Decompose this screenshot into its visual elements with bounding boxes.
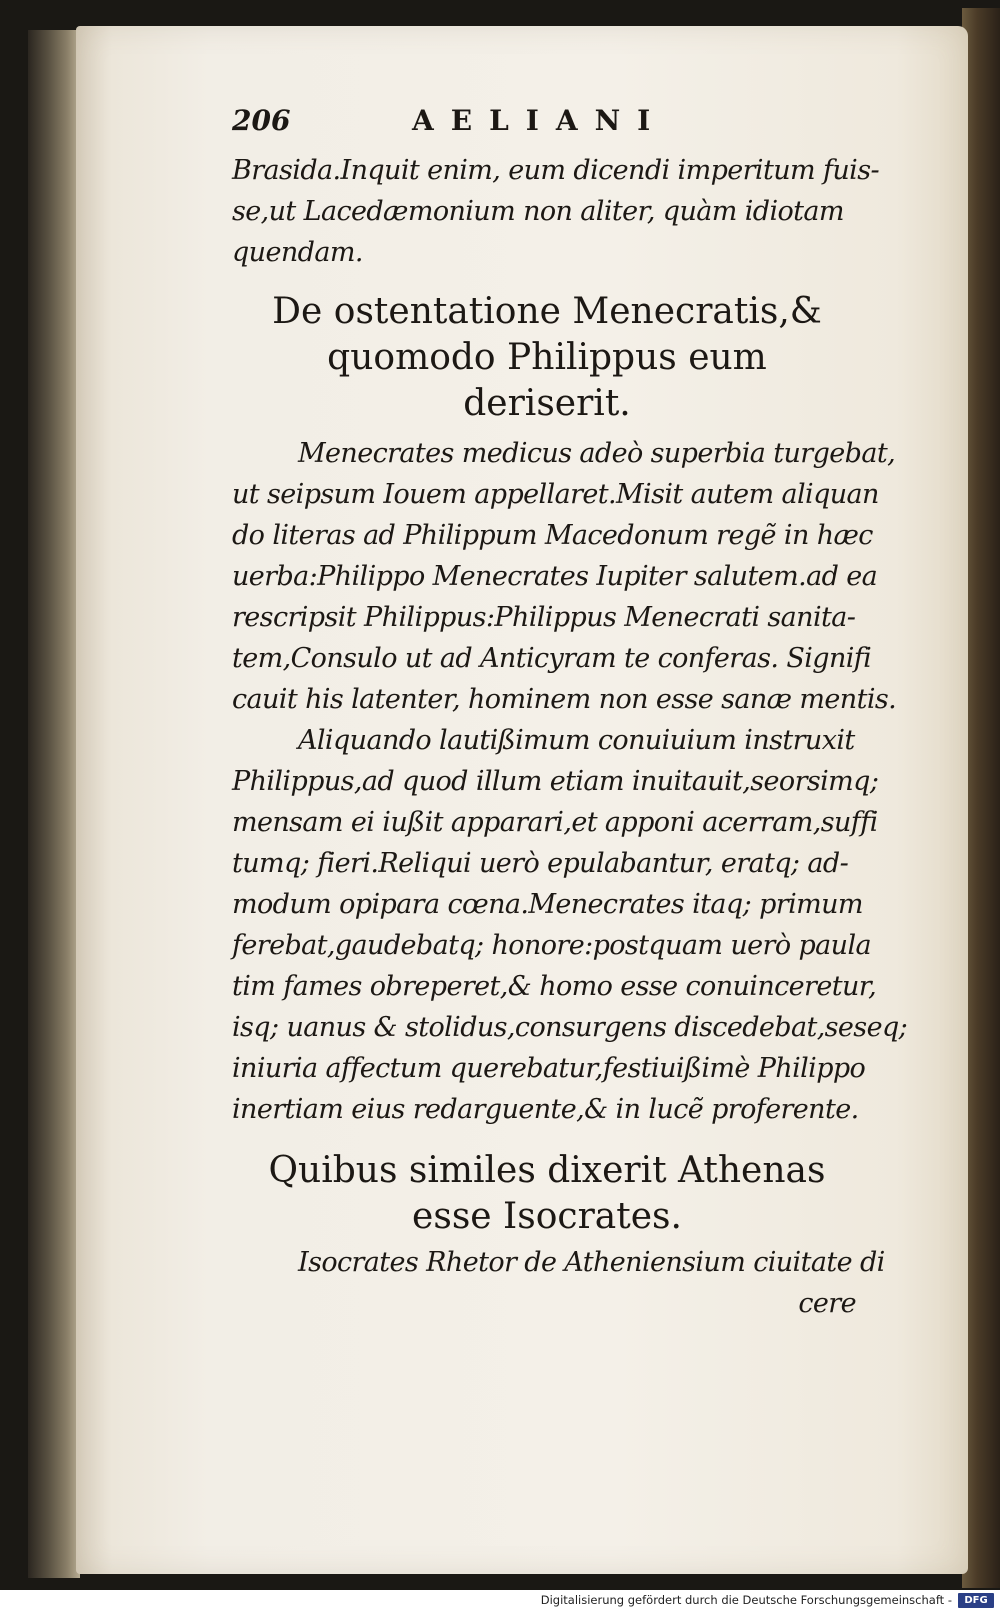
text-line: tumq; fieri.Reliqui uerò epulabantur, eratq; ad- xyxy=(232,848,849,879)
text-line: ferebat,gaudebatq; honore:postquam uerò paula xyxy=(232,930,871,961)
catchword: cere xyxy=(798,1288,856,1319)
text-line: rescripsit Philippus:Philippus Menecrati sanita- xyxy=(232,602,856,633)
heading-line: deriserit. xyxy=(463,383,631,424)
book-binding-left xyxy=(28,30,80,1578)
text-line: cauit his latenter, hominem non esse sanæ mentis. xyxy=(232,684,897,715)
heading-line: Quibus similes dixerit Athenas xyxy=(268,1150,826,1191)
text-line: ut seipsum Iouem appellaret.Misit autem aliquan xyxy=(232,479,879,510)
footer-credit: Digitalisierung gefördert durch die Deutsche Forschungsgemeinschaft - xyxy=(540,1593,952,1607)
running-head xyxy=(232,104,862,150)
section-heading xyxy=(232,1148,862,1240)
running-title: AELIANI xyxy=(412,104,668,137)
text-line: isq; uanus & stolidus,consurgens discedebat,seseq; xyxy=(232,1012,908,1043)
text-line: Philippus,ad quod illum etiam inuitauit,seorsimq; xyxy=(232,766,879,797)
footer-bar xyxy=(0,1590,1000,1611)
text-line: mensam ei iußit apparari,et apponi acerram,suffi xyxy=(232,807,878,838)
text-line: Brasida.Inquit enim, eum dicendi imperitum fuis- xyxy=(232,155,879,186)
text-line: quendam. xyxy=(232,237,363,268)
text-line: do literas ad Philippum Macedonum regẽ in hæc xyxy=(232,520,873,551)
text-line: Menecrates medicus adeò superbia turgebat, xyxy=(298,438,896,469)
text-line: se,ut Lacedæmonium non aliter, quàm idiotam xyxy=(232,196,844,227)
page-number: 206 xyxy=(232,104,291,137)
text-block xyxy=(232,104,908,1324)
text-line: inertiam eius redarguente,& in lucẽ proferente. xyxy=(232,1094,859,1125)
heading-line: esse Isocrates. xyxy=(412,1196,682,1237)
text-line: tim fames obreperet,& homo esse conuinceretur, xyxy=(232,971,877,1002)
dfg-logo: DFG xyxy=(958,1593,994,1608)
heading-line: quomodo Philippus eum xyxy=(327,337,767,378)
heading-line: De ostentatione Menecratis,& xyxy=(272,291,822,332)
section-heading xyxy=(232,289,862,427)
text-line: modum opipara cœna.Menecrates itaq; primum xyxy=(232,889,863,920)
text-line: iniuria affectum querebatur,festiuißimè Philippo xyxy=(232,1053,866,1084)
text-line: Aliquando lautißimum conuiuium instruxit xyxy=(298,725,855,756)
text-line: uerba:Philippo Menecrates Iupiter salutem.ad ea xyxy=(232,561,878,592)
text-line: Isocrates Rhetor de Atheniensium ciuitate di xyxy=(298,1247,885,1278)
text-line: tem,Consulo ut ad Anticyram te conferas. Signifi xyxy=(232,643,872,674)
